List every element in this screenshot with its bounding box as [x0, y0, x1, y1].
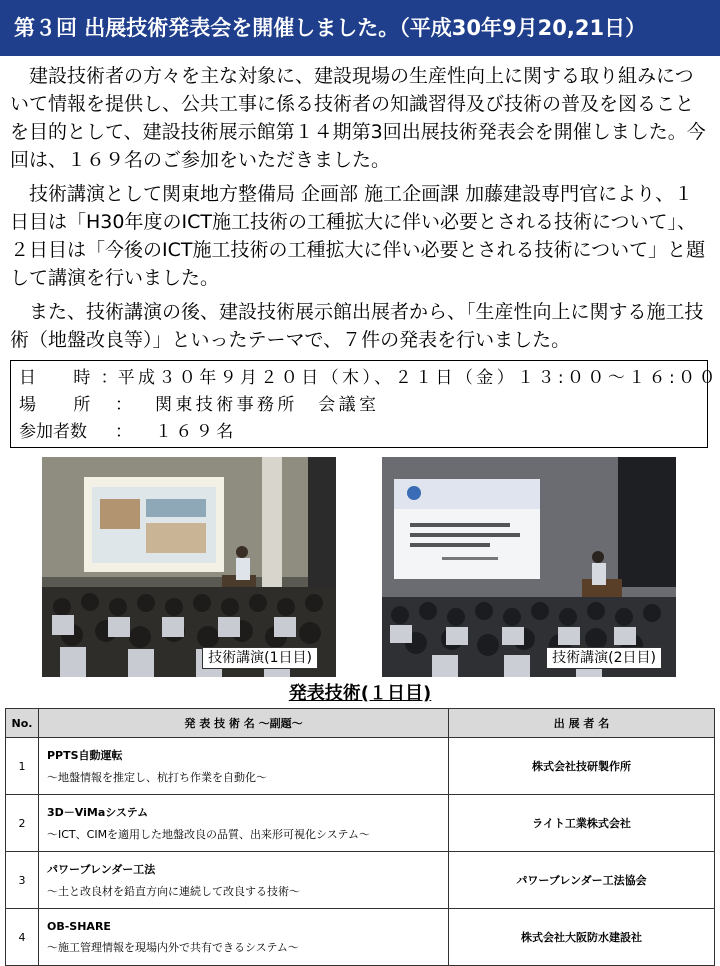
tech-cell: [39, 852, 449, 909]
tech-subtitle: ～土と改良材を鉛直方向に連続して改良する技術～: [47, 885, 300, 898]
info-value: 関東技術事務所 会議室: [155, 395, 380, 415]
info-colon: ：: [100, 368, 118, 388]
tech-subtitle: ～地盤情報を推定し、杭打ち作業を自動化～: [47, 771, 267, 784]
tech-cell: [39, 738, 449, 795]
lecture-photo-day2: [382, 457, 676, 677]
section-title: 発表技術(１日目): [288, 683, 432, 704]
info-value: １６９名: [155, 422, 237, 442]
exhibitor-name: 株式会社技研製作所: [449, 738, 715, 795]
row-number: 3: [6, 852, 39, 909]
table-row: [6, 795, 715, 852]
event-info-box: [10, 360, 719, 448]
table-row: [6, 738, 715, 795]
info-label: 参加者数: [19, 422, 87, 442]
info-row-venue: [19, 392, 699, 419]
tech-subtitle: ～施工管理情報を現場内外で共有できるシステム～: [47, 940, 299, 954]
paragraph-lecture: 技術講演として関東地方整備局 企画部 施工企画課 加藤建設専門官により、１日目は「H30年度のICT施工技術の工種拡大に伴い必要とされる技術について」、２日目は「今後のICT施工技術の工種拡大に伴い必要とされる技術について」と題して講演を行いました。: [10, 183, 706, 289]
exhibitor-name: 株式会社大阪防水建設社: [449, 909, 715, 966]
lecture-photo-day1-image: [42, 457, 336, 677]
info-colon: ：: [115, 395, 132, 415]
info-row-datetime: [19, 365, 719, 392]
info-colon: ：: [115, 422, 132, 442]
column-header-exhibitor: 出 展 者 名: [449, 709, 715, 738]
paragraph-overview: 建設技術者の方々を主な対象に、建設現場の生産性向上に関する取り組みについて情報を提供し、公共工事に係る技術者の知識習得及び技術の普及を図ることを目的として、建設技術展示館第１４期第3回出展技術発表会を開催しました。今回は、１６９名のご参加をいただきました。: [10, 65, 706, 171]
tech-cell: [39, 795, 449, 852]
info-label: 日 時: [19, 368, 101, 388]
row-number: 4: [6, 909, 39, 966]
info-value: 平成３０年９月２０日（木）、２１日（金）１３:００～１６:００: [117, 368, 719, 388]
exhibitor-name: パワーブレンダー工法協会: [449, 852, 715, 909]
column-header-no: No.: [6, 709, 39, 738]
table-row: [6, 852, 715, 909]
tech-subtitle: ～ICT、CIMを適用した地盤改良の品質、出来形可視化システム～: [47, 828, 370, 841]
row-number: 1: [6, 738, 39, 795]
table-header-row: [6, 709, 715, 738]
tech-cell: [39, 909, 449, 966]
page-title: 第３回 出展技術発表会を開催しました。（平成30年9月20,21日）: [0, 0, 720, 56]
table-row: [6, 909, 715, 966]
tech-name: パワーブレンダー工法: [47, 863, 156, 876]
tech-name: OB-SHARE: [47, 919, 111, 933]
tech-name: PPTS自動運転: [47, 749, 123, 762]
info-label: 場 所: [19, 395, 101, 415]
photo-caption-day2: 技術講演(2日目): [546, 647, 662, 669]
column-header-tech: 発 表 技 術 名 ～副題～: [39, 709, 449, 738]
presentation-table: [5, 708, 715, 966]
row-number: 2: [6, 795, 39, 852]
lecture-photo-day2-image: [382, 457, 676, 677]
info-row-attendees: [19, 419, 699, 446]
photo-caption-day1: 技術講演(1日目): [202, 647, 318, 669]
report-body: [10, 62, 712, 360]
tech-name: 3D－ViMaシステム: [47, 806, 149, 819]
lecture-photo-day1: [42, 457, 336, 677]
paragraph-presentations: また、技術講演の後、建設技術展示館出展者から、「生産性向上に関する施工技術（地盤改良等）」といったテーマで、７件の発表を行いました。: [10, 301, 704, 351]
exhibitor-name: ライト工業株式会社: [449, 795, 715, 852]
